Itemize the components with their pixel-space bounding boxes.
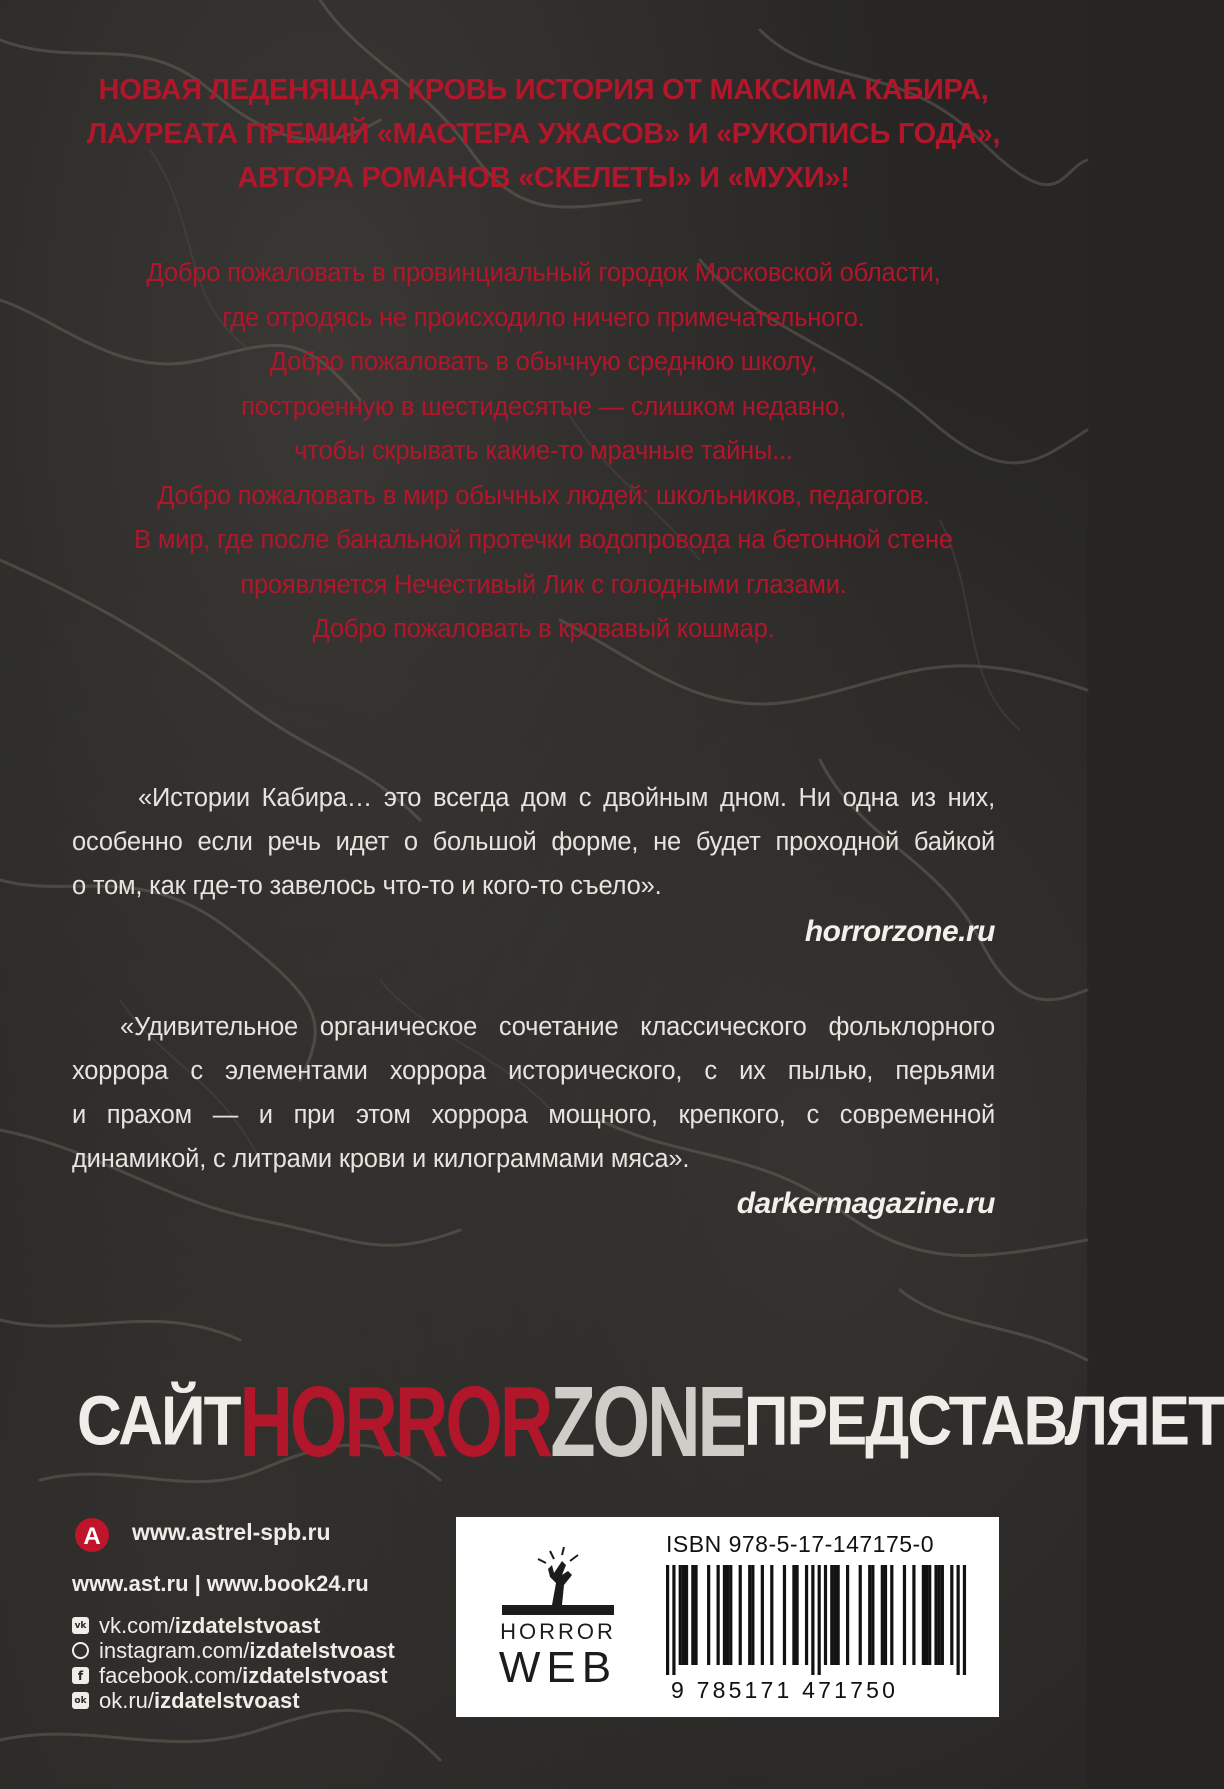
tagline-prefix: САЙТ [77,1382,240,1460]
blurb-line: построенную в шестидесятые — слишком недавно, [241,392,846,421]
instagram-icon [72,1642,89,1659]
barcode-bar [903,1565,906,1665]
quote-line: хоррора с элементами хоррора исторического, с их пылью, перьями [72,1057,995,1085]
headline-line: НОВАЯ ЛЕДЕНЯЩАЯ КРОВЬ ИСТОРИЯ ОТ МАКСИМА КАБИРА, [98,74,989,106]
barcode-bar [884,1565,887,1665]
social-prefix: vk.com/ [99,1612,175,1638]
barcode-bar [824,1565,827,1665]
barcode-bar [957,1565,960,1675]
barcode-bar [694,1565,697,1665]
barcode-bar [871,1565,874,1665]
social-link-vk[interactable] [72,1613,395,1638]
barcode-bar [934,1565,937,1665]
quote-line: особенно если речь идет о большой форме, не будет проходной байкой [72,828,995,856]
barcode-bar [941,1565,944,1665]
barcode-bar [726,1565,729,1665]
barcode-bar [751,1565,754,1665]
barcode-bar [723,1565,726,1665]
publisher-sites[interactable]: www.ast.ru | www.book24.ru [72,1571,369,1596]
isbn-barcode [666,1565,966,1675]
barcode-bar [833,1565,836,1665]
barcode-bar [950,1565,953,1665]
imprint-horror: HORROR [500,1619,616,1644]
social-prefix: ok.ru/ [99,1687,155,1713]
ast-logo-letter: А [83,1523,101,1550]
blurb-line: Добро пожаловать в обычную среднюю школу, [269,348,818,376]
barcode-bar [811,1565,814,1675]
barcode-bar [672,1565,675,1675]
tagline-suffix: ПРЕДСТАВЛЯЕТ [743,1382,1224,1460]
barcode-bar [925,1565,928,1665]
social-handle: izdatelstvoast [249,1637,395,1663]
social-handle: izdatelstvoast [242,1662,388,1688]
barcode-bar [685,1565,688,1665]
blurb-line: Добро пожаловать в провинциальный городок Московской области, [146,259,941,287]
logo-zone: ZONE [550,1364,744,1478]
horror-web-hand-icon [492,1547,624,1617]
social-links [72,1613,395,1713]
barcode-bar [859,1565,862,1665]
review-quote [72,1005,995,1181]
barcode-bar [770,1565,773,1665]
quote-line: динамикой, с литрами крови и килограммами мяса». [72,1145,690,1173]
blurb-line: Добро пожаловать в кровавый кошмар. [312,615,775,643]
blurb-line: где отродясь не происходило ничего примечательного. [222,303,865,332]
social-handle: izdatelstvoast [154,1687,300,1713]
quote-line: «Истории Кабира… это всегда дом с двойным дном. Ни одна из них, [138,784,995,812]
ast-logo-icon [74,1517,110,1553]
social-handle: izdatelstvoast [174,1612,321,1638]
barcode-bar [666,1565,669,1675]
barcode-bar [846,1565,849,1665]
social-prefix: facebook.com/ [99,1662,243,1688]
barcode-bar [963,1565,966,1675]
horrorzone-tagline [77,1364,1224,1478]
barcode-bar [729,1565,732,1665]
barcode-bar [739,1565,742,1665]
horrorzone-logo [239,1364,743,1479]
barcode-bar [761,1565,764,1665]
barcode-bar [805,1565,808,1665]
blurb-line: чтобы скрывать какие-то мрачные тайны... [294,437,793,465]
barcode-bar [912,1565,915,1665]
barcode-bar [679,1565,682,1665]
headline-line: АВТОРА РОМАНОВ «СКЕЛЕТЫ» И «МУХИ»! [237,162,850,194]
facebook-icon: f [72,1667,89,1684]
barcode-bar [717,1565,720,1665]
barcode-bar [938,1565,941,1665]
barcode-digits: 9 785171 471750 [671,1677,899,1703]
quote-line: и прахом — и при этом хоррора мощного, крепкого, с современной [72,1101,995,1129]
barcode-bar [682,1565,685,1665]
vk-icon: vk [72,1617,89,1634]
barcode-bar [881,1565,884,1665]
headline-line: ЛАУРЕАТА ПРЕМИЙ «МАСТЕРА УЖАСОВ» И «РУКОПИСЬ ГОДА», [86,118,1001,150]
barcode-bar [795,1565,798,1665]
barcode-bar [830,1565,833,1665]
isbn-label: ISBN 978-5-17-147175-0 [666,1531,934,1557]
barcode-bar [922,1565,925,1665]
review-source: horrorzone.ru [804,915,995,948]
barcode-bar [691,1565,694,1665]
blurb [40,251,1047,652]
social-link-ok[interactable] [72,1688,395,1713]
blurb-line: Добро пожаловать в мир обычных людей: школьников, педагогов. [157,481,930,510]
quote-line: о том, как где-то завелось что-то и кого-то съело». [72,872,662,900]
imprint-web: WEB [498,1643,618,1692]
review-source: darkermagazine.ru [736,1187,995,1220]
review-quote [72,776,995,908]
headline [40,68,1047,200]
social-prefix: instagram.com/ [99,1637,250,1663]
logo-horror: HORROR [239,1364,551,1478]
blurb-line: В мир, где после банальной протечки водопровода на бетонной стене [134,526,953,554]
blurb-line: проявляется Нечестивый Лик с голодными глазами. [240,570,847,599]
barcode-bar [837,1565,840,1665]
ok-icon: ok [72,1692,89,1709]
quote-line: «Удивительное органическое сочетание классического фольклорного [120,1013,995,1041]
barcode-bar [748,1565,751,1665]
social-link-instagram[interactable] [72,1638,395,1663]
barcode-bar [818,1565,821,1675]
barcode-bar [792,1565,795,1665]
barcode-panel [456,1517,999,1717]
barcode-bar [928,1565,931,1665]
site-astrel-link[interactable]: www.astrel-spb.ru [132,1519,331,1545]
barcode-bar [890,1565,893,1665]
barcode-bar [707,1565,710,1665]
social-link-facebook[interactable] [72,1663,395,1688]
barcode-bar [783,1565,786,1665]
barcode-bar [868,1565,871,1665]
